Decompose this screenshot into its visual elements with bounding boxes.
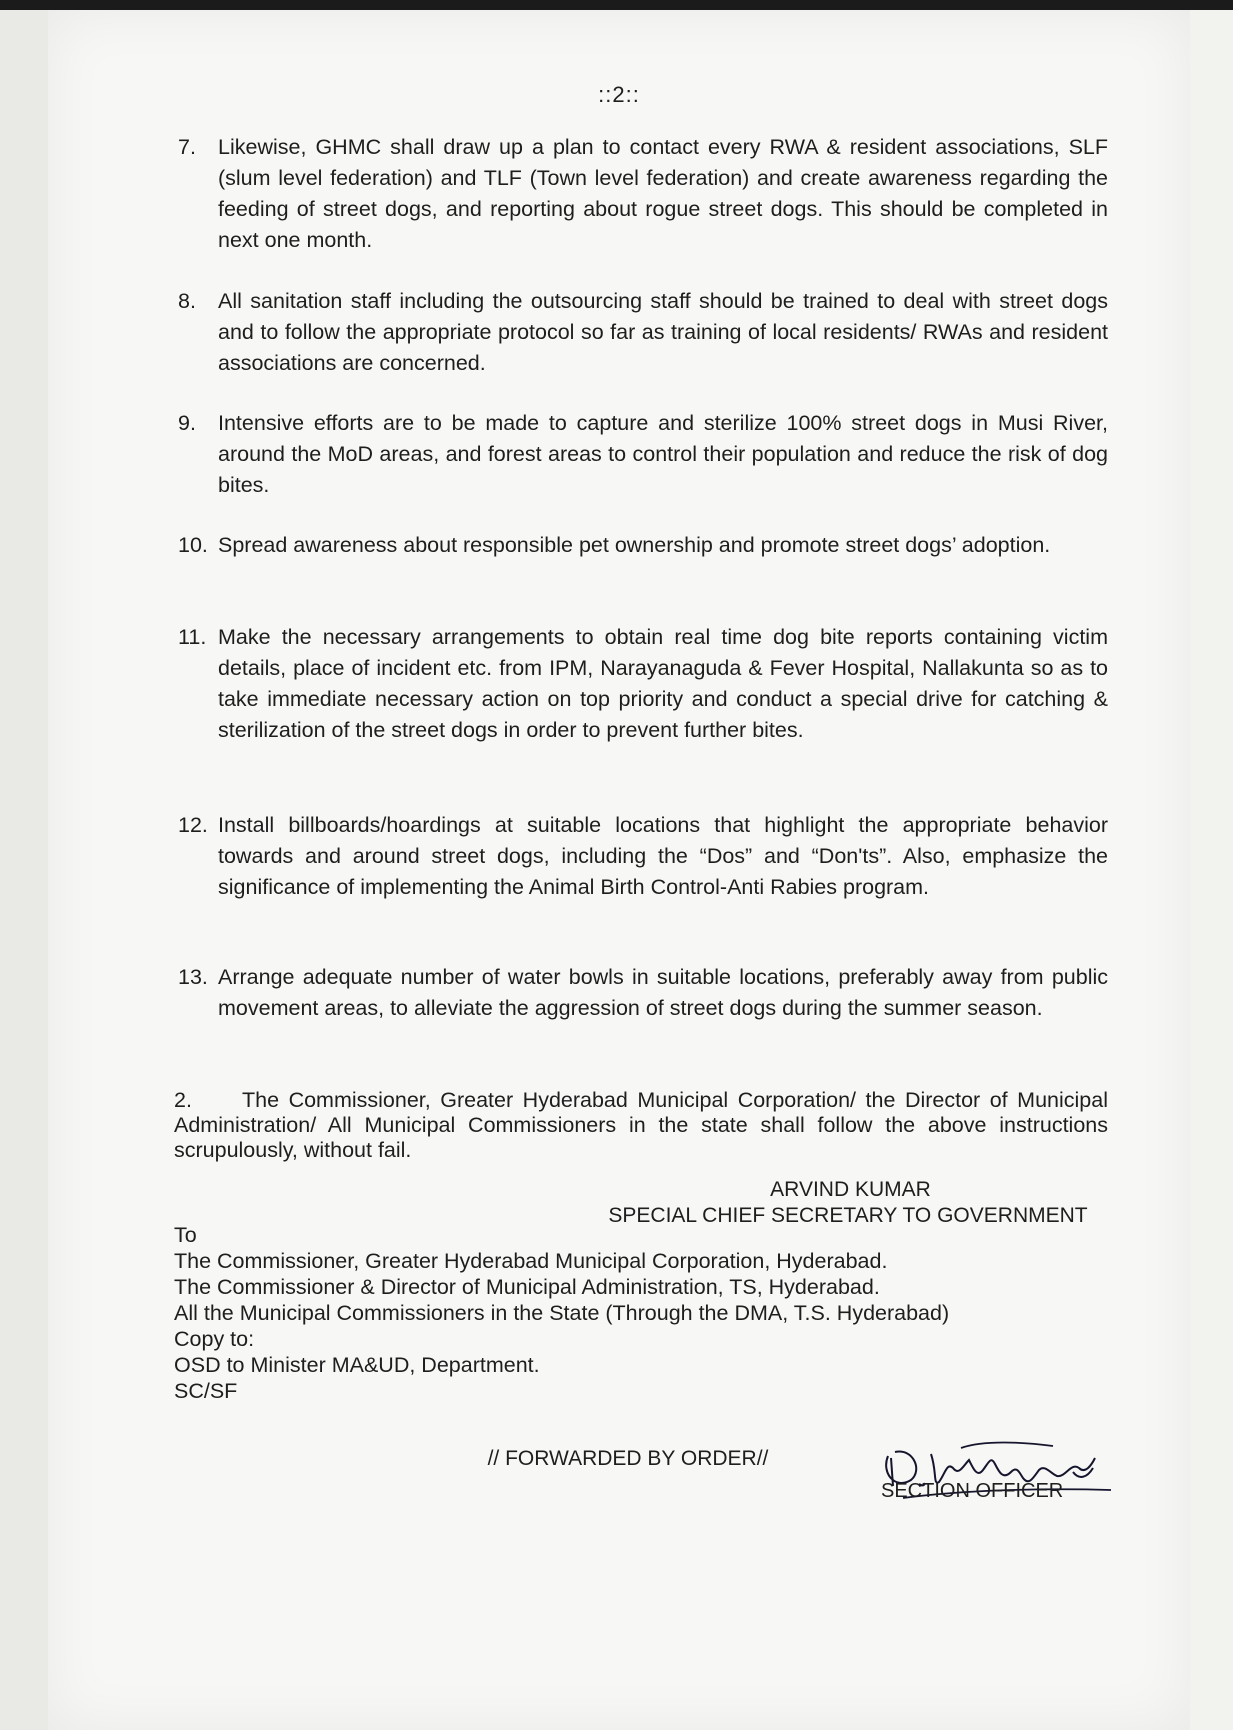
item-text: Spread awareness about responsible pet ownership and promote street dogs’ adoption.	[218, 533, 1051, 557]
scan-right-margin	[1190, 10, 1233, 1730]
forwarded-by-order: // FORWARDED BY ORDER//	[487, 1447, 769, 1470]
instruction-item-8	[178, 286, 1108, 379]
signatory-name: ARVIND KUMAR	[770, 1178, 931, 1201]
item-number: 12.	[178, 813, 208, 837]
paragraph-text: The Commissioner, Greater Hyderabad Municipal Corporation/ the Director of Municipal Administration/ All Municipal Commissioners in the state shall follow the above instructions scrupulously, without fail.	[174, 1088, 1108, 1162]
address-block	[174, 1222, 1074, 1404]
recipient-line: The Commissioner & Director of Municipal Administration, TS, Hyderabad.	[174, 1275, 880, 1299]
item-text: Intensive efforts are to be made to capture and sterilize 100% street dogs in Musi River, around the MoD areas, and forest areas to control their population and reduce the risk of dog bites.	[218, 411, 1108, 497]
instruction-item-11	[178, 622, 1108, 746]
scan-top-edge	[0, 0, 1233, 10]
item-number: 10.	[178, 533, 208, 557]
instruction-item-7	[178, 132, 1108, 256]
instruction-item-10	[178, 530, 1108, 561]
paragraph-number: 2.	[174, 1088, 192, 1112]
item-text: Arrange adequate number of water bowls in suitable locations, preferably away from public movement areas, to alleviate the aggression of street dogs during the summer season.	[218, 965, 1108, 1020]
item-number: 13.	[178, 965, 208, 989]
instruction-item-9	[178, 408, 1108, 501]
instruction-item-13	[178, 962, 1108, 1024]
page-number: ::2::	[598, 82, 640, 107]
copy-line: OSD to Minister MA&UD, Department.	[174, 1353, 540, 1377]
section-officer-label: SECTION OFFICER	[881, 1480, 1064, 1502]
item-text: Likewise, GHMC shall draw up a plan to contact every RWA & resident associations, SLF (slum level federation) and TLF (Town level federation) and create awareness regarding the feeding of street dogs, and reporting about rogue street dogs. This should be completed in next one month.	[218, 135, 1108, 252]
instruction-item-12	[178, 810, 1108, 903]
to-heading: To	[174, 1223, 197, 1247]
item-text: All sanitation staff including the outsourcing staff should be trained to deal with street dogs and to follow the appropriate protocol so far as training of local residents/ RWAs and resident associations are concerned.	[218, 289, 1108, 375]
document-page	[48, 10, 1190, 1730]
item-number: 9.	[178, 411, 196, 435]
copy-to-heading: Copy to:	[174, 1327, 255, 1351]
signatory-title: SPECIAL CHIEF SECRETARY TO GOVERNMENT	[608, 1204, 1088, 1227]
recipient-line: The Commissioner, Greater Hyderabad Municipal Corporation, Hyderabad.	[174, 1249, 888, 1273]
item-text: Install billboards/hoardings at suitable locations that highlight the appropriate behavior towards and around street dogs, including the “Dos” and “Don'ts”. Also, emphasize the significance of implementing the Animal Birth Control-Anti Rabies program.	[218, 813, 1108, 899]
copy-line: SC/SF	[174, 1379, 238, 1403]
item-text: Make the necessary arrangements to obtain real time dog bite reports containing victim details, place of incident etc. from IPM, Narayanaguda & Fever Hospital, Nallakunta so as to take immediate necessary action on top priority and conduct a special drive for catching & sterilization of the street dogs in order to prevent further bites.	[218, 625, 1108, 742]
item-number: 11.	[178, 625, 207, 649]
item-number: 7.	[178, 135, 196, 159]
scan-left-margin	[0, 10, 48, 1730]
item-number: 8.	[178, 289, 196, 313]
paragraph-2	[174, 1088, 1108, 1163]
recipient-line: All the Municipal Commissioners in the State (Through the DMA, T.S. Hyderabad)	[174, 1301, 950, 1325]
